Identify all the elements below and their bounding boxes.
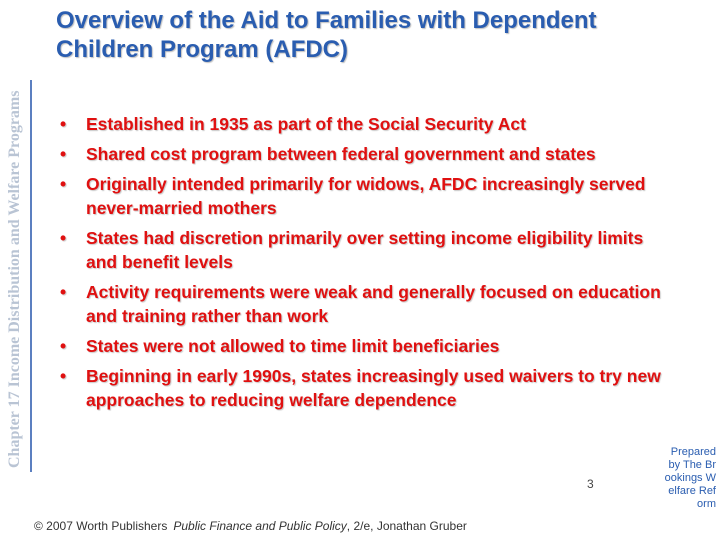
- bullet-icon: •: [60, 174, 67, 194]
- bullet-text: Activity requirements were weak and generally focused on education and training rather than work: [86, 282, 661, 326]
- bullet-item: [60, 172, 678, 220]
- side-divider: [30, 80, 32, 472]
- footer: [34, 519, 467, 533]
- bullet-icon: •: [60, 228, 67, 248]
- bullet-icon: •: [60, 336, 67, 356]
- bullet-icon: •: [60, 114, 67, 134]
- bullet-list: [60, 112, 678, 418]
- slide-title: Overview of the Aid to Families with Dependent Children Program (AFDC): [56, 7, 597, 63]
- chapter-side-label: Chapter 17 Income Distribution and Welfare Programs: [6, 90, 23, 468]
- bullet-item: [60, 142, 678, 166]
- source-rest: , 2/e, Jonathan Gruber: [346, 519, 467, 533]
- page-number: 3: [587, 477, 594, 491]
- bullet-text: Established in 1935 as part of the Social Security Act: [86, 114, 526, 134]
- bullet-item: [60, 280, 678, 328]
- bullet-item: [60, 226, 678, 274]
- credit-note: Prepared by The Brookings Welfare Reform: [664, 446, 716, 510]
- bullet-text: States were not allowed to time limit beneficiaries: [86, 336, 500, 356]
- bullet-text: States had discretion primarily over setting income eligibility limits and benefit levels: [86, 228, 644, 272]
- bullet-item: [60, 364, 678, 412]
- bullet-icon: •: [60, 282, 67, 302]
- copyright-text: © 2007 Worth Publishers: [34, 519, 168, 533]
- source-title: Public Finance and Public Policy: [173, 519, 347, 533]
- bullet-icon: •: [60, 366, 67, 386]
- bullet-icon: •: [60, 144, 67, 164]
- bullet-item: [60, 334, 678, 358]
- bullet-text: Originally intended primarily for widows, AFDC increasingly served never-married mothers: [86, 174, 646, 218]
- bullet-text: Shared cost program between federal government and states: [86, 144, 596, 164]
- bullet-text: Beginning in early 1990s, states increasingly used waivers to try new approaches to reducing welfare dependence: [86, 366, 661, 410]
- bullet-item: [60, 112, 678, 136]
